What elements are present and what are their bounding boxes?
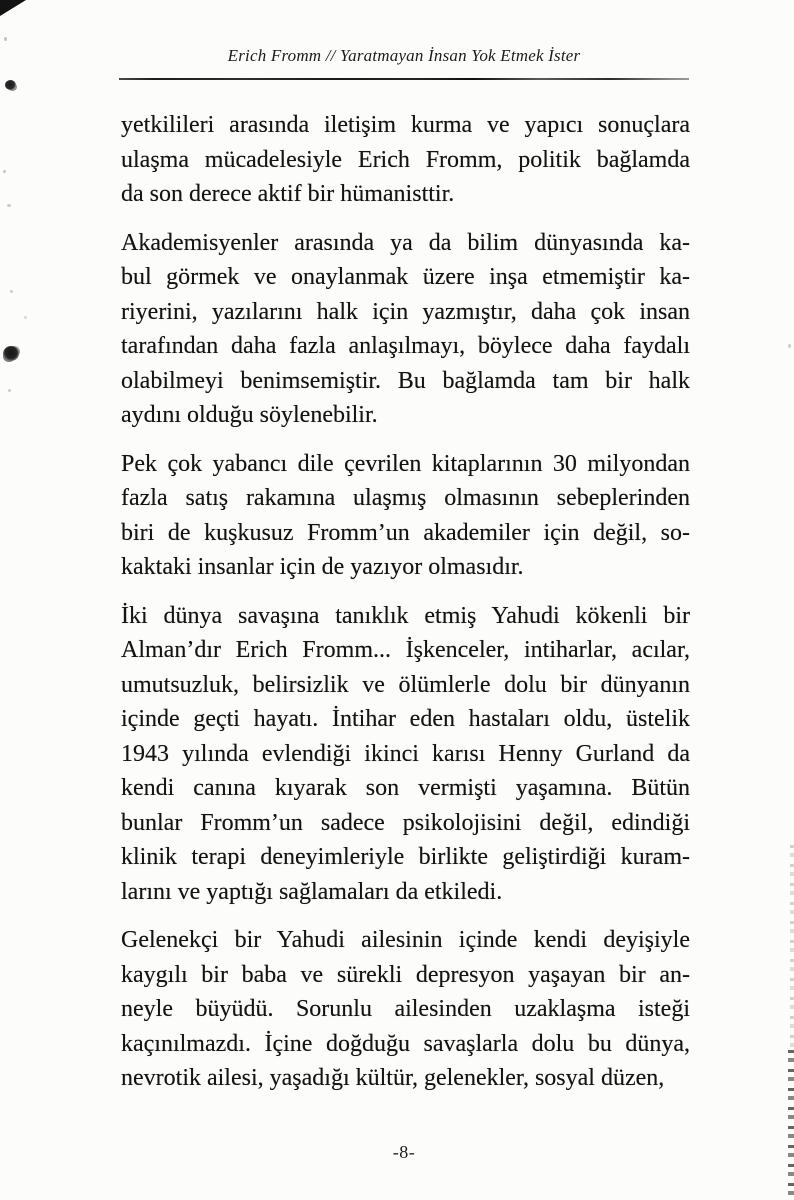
text-line: Pek çok yabancı dile çevrilen kitaplarının 30 milyondan (121, 450, 690, 477)
text-line: Alman’dır Erich Fromm... İşkenceler, intiharlar, acılar, (121, 637, 690, 663)
scan-fleck (24, 316, 27, 319)
paragraph (121, 599, 690, 910)
text-line: yetkilileri arasında iletişim kurma ve yapıcı sonuçlara (121, 112, 690, 138)
scan-ink-spot (5, 80, 16, 90)
text-line: aydını olduğu söylenebilir. (121, 402, 378, 428)
text-line: 1943 yılında evlendiği ikinci karısı Henny Gurland da (121, 740, 690, 767)
body-text (121, 108, 690, 1096)
text-line: da son derece aktif bir hümanisttir. (121, 181, 455, 207)
text-line: tarafından daha fazla anlaşılmayı, böylece daha faydalı (121, 333, 690, 359)
running-header-title: Erich Fromm // Yaratmayan İnsan Yok Etmek İster (227, 46, 581, 65)
text-line: nevrotik ailesi, yaşadığı kültür, gelenekler, sosyal düzen, (121, 1065, 665, 1091)
scan-edge-streak (788, 1050, 794, 1200)
text-line: Akademisyenler arasında ya da bilim dünyasında ka- (121, 229, 690, 256)
text-line: riyerini, yazılarını halk için yazmıştır, daha çok insan (121, 298, 690, 325)
scan-fleck (3, 170, 6, 173)
text-line: kendi canına kıyarak son vermişti yaşamına. Bütün (121, 775, 690, 801)
scan-ink-spot (3, 346, 19, 361)
scan-corner-artifact (0, 0, 26, 16)
paragraph (121, 923, 690, 1096)
text-line: olabilmeyi benimsemiştir. Bu bağlamda tam bir halk (121, 367, 690, 394)
text-line: biri de kuşkusuz Fromm’un akademiler için değil, so- (121, 519, 690, 546)
text-line: klinik terapi deneyimleriyle birlikte geliştirdiği kuram- (121, 844, 690, 870)
scan-edge-streak (790, 845, 794, 1050)
text-line: bul görmek ve onaylanmak üzere inşa etmemiştir ka- (121, 264, 690, 290)
text-line: içinde geçti hayatı. İntihar eden hastaları oldu, üstelik (121, 706, 690, 732)
header-rule (119, 78, 689, 80)
scan-fleck (10, 290, 13, 293)
paragraph (121, 226, 690, 433)
text-line: fazla satış rakamına ulaşmış olmasının sebeplerinden (121, 485, 690, 511)
text-line: İki dünya savaşına tanıklık etmiş Yahudi kökenli bir (121, 602, 690, 629)
paragraph (121, 447, 690, 585)
text-line: kaçınılmazdı. İçine doğduğu savaşlarla dolu bu dünya, (121, 1030, 690, 1057)
scan-fleck (4, 37, 7, 41)
paragraph (121, 108, 690, 212)
text-line: umutsuzluk, belirsizlik ve ölümlerle dolu bir dünyanın (121, 671, 690, 698)
scan-fleck (788, 344, 791, 348)
text-line: larını ve yaptığı sağlamaları da etkiledi. (121, 878, 503, 905)
text-line: neyle büyüdü. Sorunlu ailesinden uzaklaşma isteği (121, 996, 690, 1022)
text-line: ulaşma mücadelesiyle Erich Fromm, politik bağlamda (121, 146, 690, 173)
text-line: kaktaki insanlar için de yazıyor olmasıdır. (121, 554, 524, 580)
text-line: Gelenekçi bir Yahudi ailesinin içinde kendi deyişiyle (121, 927, 690, 953)
scan-fleck (7, 204, 11, 207)
page-number: -8- (392, 1142, 416, 1162)
text-line: kaygılı bir baba ve sürekli depresyon yaşayan bir an- (121, 961, 690, 988)
text-line: bunlar Fromm’un sadece psikolojisini değil, edindiği (121, 809, 690, 836)
scan-fleck (8, 389, 11, 392)
